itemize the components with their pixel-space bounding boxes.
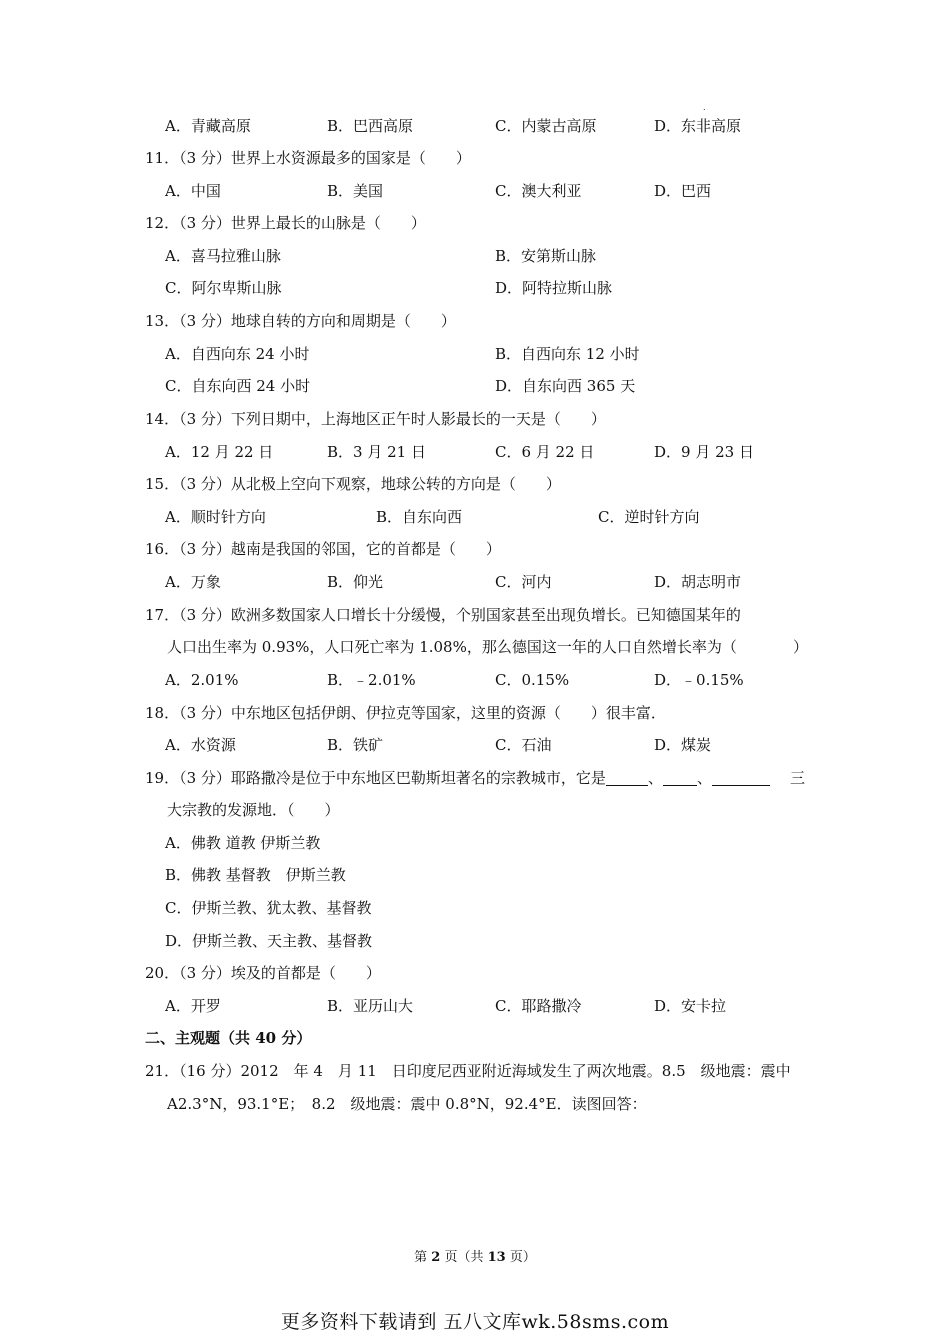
q18-option-b: B．铁矿	[327, 736, 384, 754]
q17-stem: 17．（3 分）欧洲多数国家人口增长十分缓慢，个别国家甚至出现负增长。已知德国某年的	[145, 606, 741, 624]
q14-option-d: D．9 月 23 日	[654, 443, 754, 461]
q12-option-a: A．喜马拉雅山脉	[165, 247, 281, 265]
q17-option-c: C．0.15%	[495, 671, 570, 689]
q19-option-c: C．伊斯兰教、犹太教、基督教	[165, 899, 372, 917]
q14-option-b: B．3 月 21 日	[327, 443, 426, 461]
q15-option-c: C．逆时针方向	[598, 508, 700, 526]
section-heading-row	[0, 1026, 950, 1050]
q15-stem: 15．（3 分）从北极上空向下观察，地球公转的方向是（ ）	[145, 475, 561, 493]
q19-stem-continued: 大宗教的发源地．（ ）	[167, 801, 340, 819]
q18-stem-row	[0, 701, 950, 725]
q19-separator-2: 、	[696, 769, 712, 787]
q18-options	[0, 733, 950, 757]
q20-options	[0, 994, 950, 1018]
q20-stem-row	[0, 961, 950, 985]
q14-stem-row	[0, 407, 950, 431]
q13-option-c: C．自东向西 24 小时	[165, 377, 311, 395]
q12-stem-row	[0, 211, 950, 235]
q16-option-b: B．仰光	[327, 573, 384, 591]
q13-option-d: D．自东向西 365 天	[495, 377, 636, 395]
q11-option-c: C．澳大利亚	[495, 182, 582, 200]
q13-stem-row	[0, 309, 950, 333]
q18-stem: 18．（3 分）中东地区包括伊朗、伊拉克等国家，这里的资源（ ）很丰富．	[145, 704, 666, 722]
q16-option-c: C．河内	[495, 573, 552, 591]
q18-option-c: C．石油	[495, 736, 552, 754]
q20-option-c: C．耶路撒冷	[495, 997, 582, 1015]
q19-stem-row-2	[0, 798, 950, 822]
q19-stem-text: 19．（3 分）耶路撒冷是位于中东地区巴勒斯坦著名的宗教城市，它是	[145, 769, 606, 787]
q20-option-a: A．开罗	[165, 997, 221, 1015]
q16-option-d: D．胡志明市	[654, 573, 742, 591]
q19-option-d: D．伊斯兰教、天主教、基督教	[165, 932, 373, 950]
q17-stem-row	[0, 603, 950, 627]
q19-blank-3	[712, 770, 770, 786]
q19-option-a-row	[0, 831, 950, 855]
q16-option-a: A．万象	[165, 573, 221, 591]
q15-options	[0, 505, 950, 529]
q17-stem-continued: 人口出生率为 0.93%，人口死亡率为 1.08%，那么德国这一年的人口自然增长率为（	[167, 638, 737, 656]
q16-stem: 16．（3 分）越南是我国的邻国，它的首都是（ ）	[145, 540, 501, 558]
q13-options-ab	[0, 342, 950, 366]
q11-stem: 11．（3 分）世界上水资源最多的国家是（ ）	[145, 149, 471, 167]
q18-option-d: D．煤炭	[654, 736, 712, 754]
q14-stem: 14．（3 分）下列日期中，上海地区正午时人影最长的一天是（ ）	[145, 410, 606, 428]
q14-option-c: C．6 月 22 日	[495, 443, 595, 461]
q12-option-d: D．阿特拉斯山脉	[495, 279, 613, 297]
q13-options-cd	[0, 374, 950, 398]
q19-stem-tail: 三	[789, 769, 805, 787]
q19-option-a: A．佛教 道教 伊斯兰教	[165, 834, 321, 852]
q17-options	[0, 668, 950, 692]
q17-option-a: A．2.01%	[165, 671, 239, 689]
q10-option-d: D．东非高原	[654, 117, 742, 135]
q10-option-b: B．巴西高原	[327, 117, 414, 135]
q12-options-ab	[0, 244, 950, 268]
q19-option-b-row	[0, 863, 950, 887]
q11-options	[0, 179, 950, 203]
q19-option-c-row	[0, 896, 950, 920]
q21-stem: 21．（16 分）2012 年 4 月 11 日印度尼西亚附近海域发生了两次地震。8.5 级地震：震中	[145, 1062, 791, 1080]
q10-options	[0, 114, 950, 138]
q11-option-b: B．美国	[327, 182, 384, 200]
q13-option-a: A．自西向东 24 小时	[165, 345, 310, 363]
q20-stem: 20．（3 分）埃及的首都是（ ）	[145, 964, 381, 982]
q11-stem-row	[0, 146, 950, 170]
q12-options-cd	[0, 276, 950, 300]
q20-option-b: B．亚历山大	[327, 997, 414, 1015]
q19-option-d-row	[0, 929, 950, 953]
q15-stem-row	[0, 472, 950, 496]
q13-option-b: B．自西向东 12 小时	[495, 345, 640, 363]
footer-middle: 页（共	[440, 1250, 488, 1265]
q17-stem-row-2	[0, 635, 950, 659]
page-footer	[0, 1246, 950, 1265]
q18-option-a: A．水资源	[165, 736, 236, 754]
q11-option-d: D．巴西	[654, 182, 712, 200]
q21-stem-row	[0, 1059, 950, 1083]
q17-option-d: D．﹣0.15%	[654, 671, 744, 689]
q12-stem: 12．（3 分）世界上最长的山脉是（ ）	[145, 214, 426, 232]
q17-answer-paren: ）	[792, 638, 808, 656]
q14-option-a: A．12 月 22 日	[165, 443, 274, 461]
footer-suffix: 页）	[505, 1250, 536, 1265]
footer-total-pages: 13	[487, 1250, 506, 1265]
section-heading: 二、主观题（共 40 分）	[145, 1029, 312, 1047]
download-banner: 更多资料下载请到 五八文库wk.58sms.com	[280, 1311, 670, 1333]
q21-stem-continued: A2.3°N，93.1°E； 8.2 级地震：震中 0.8°N，92.4°E．读图回答：	[167, 1095, 647, 1113]
q21-stem-row-2	[0, 1092, 950, 1116]
q12-option-c: C．阿尔卑斯山脉	[165, 279, 282, 297]
q19-stem	[145, 766, 770, 790]
q14-options	[0, 440, 950, 464]
q15-option-a: A．顺时针方向	[165, 508, 266, 526]
q19-option-b: B．佛教 基督教 伊斯兰教	[165, 866, 346, 884]
q10-option-a: A．青藏高原	[165, 117, 251, 135]
q17-option-b: B．﹣2.01%	[327, 671, 416, 689]
q10-option-c: C．内蒙古高原	[495, 117, 597, 135]
q15-option-b: B．自东向西	[376, 508, 463, 526]
q12-option-b: B．安第斯山脉	[495, 247, 597, 265]
q20-option-d: D．安卡拉	[654, 997, 727, 1015]
q19-stem-row	[0, 766, 950, 790]
q11-option-a: A．中国	[165, 182, 221, 200]
q19-blank-2	[663, 770, 697, 786]
footer-prefix: 第	[414, 1250, 432, 1265]
q19-blank-1	[606, 770, 648, 786]
q13-stem: 13．（3 分）地球自转的方向和周期是（ ）	[145, 312, 456, 330]
q16-options	[0, 570, 950, 594]
stray-dot: .	[703, 103, 706, 112]
footer-page-number: 2	[431, 1250, 441, 1265]
q19-separator-1: 、	[647, 769, 663, 787]
q16-stem-row	[0, 537, 950, 561]
